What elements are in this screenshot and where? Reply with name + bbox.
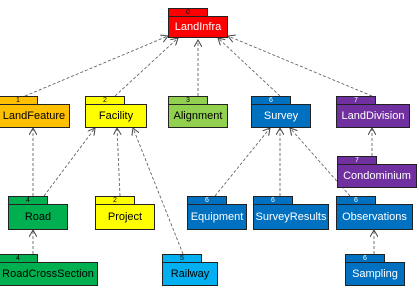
package-project-number: 2	[95, 196, 135, 205]
package-facility-number: 2	[85, 96, 125, 105]
package-sampling	[345, 254, 405, 286]
package-landdivision-number: 7	[336, 96, 376, 105]
package-roadcrosssection-number: 4	[0, 254, 38, 263]
package-surveyresults-label: SurveyResults	[253, 204, 329, 230]
package-railway	[162, 254, 218, 286]
dependency-equipment-survey	[215, 128, 270, 196]
package-landfeature-label: LandFeature	[0, 104, 70, 128]
package-railway-label: Railway	[162, 262, 218, 286]
package-railway-number: 5	[162, 254, 202, 263]
package-roadcrosssection-label: RoadCrossSection	[0, 262, 98, 286]
package-equipment	[187, 196, 247, 230]
package-observations	[336, 196, 413, 230]
package-landdivision	[336, 96, 410, 128]
package-condominium	[337, 156, 417, 188]
package-landdivision-label: LandDivision	[336, 104, 410, 128]
package-survey	[251, 96, 311, 128]
package-surveyresults-number: 6	[253, 196, 293, 205]
dependency-facility-landinfra	[115, 38, 178, 96]
package-sampling-number: 6	[345, 254, 385, 263]
package-equipment-label: Equipment	[187, 204, 247, 230]
package-alignment-number: 3	[168, 96, 208, 105]
dependency-railway-facility	[133, 128, 183, 254]
package-equipment-number: 6	[187, 196, 227, 205]
dependency-survey-landinfra	[218, 38, 280, 96]
package-landinfra	[168, 8, 228, 38]
dependency-landdivision-landinfra	[228, 36, 372, 96]
dependency-road-facility	[44, 128, 95, 196]
package-road-label: Road	[8, 204, 68, 230]
package-landfeature	[0, 96, 70, 128]
dependency-landfeature-landinfra	[25, 36, 168, 96]
package-observations-number: 6	[336, 196, 376, 205]
package-alignment-label: Alignment	[168, 104, 228, 128]
package-landinfra-label: LandInfra	[168, 16, 228, 38]
package-survey-label: Survey	[251, 104, 311, 128]
package-condominium-number: 7	[337, 156, 377, 165]
package-survey-number: 6	[251, 96, 291, 105]
package-surveyresults	[253, 196, 329, 230]
package-project-label: Project	[95, 204, 155, 230]
package-condominium-label: Condominium	[337, 164, 417, 188]
package-facility-label: Facility	[85, 104, 147, 128]
package-alignment	[168, 96, 228, 128]
package-observations-label: Observations	[336, 204, 413, 230]
package-facility	[85, 96, 147, 128]
dependency-project-facility	[117, 128, 120, 196]
package-roadcrosssection	[0, 254, 98, 286]
package-sampling-label: Sampling	[345, 262, 405, 286]
package-project	[95, 196, 155, 230]
package-landinfra-number: 0	[168, 8, 208, 17]
package-landfeature-number: 1	[0, 96, 38, 105]
package-road-number: 4	[8, 196, 48, 205]
package-road	[8, 196, 68, 230]
